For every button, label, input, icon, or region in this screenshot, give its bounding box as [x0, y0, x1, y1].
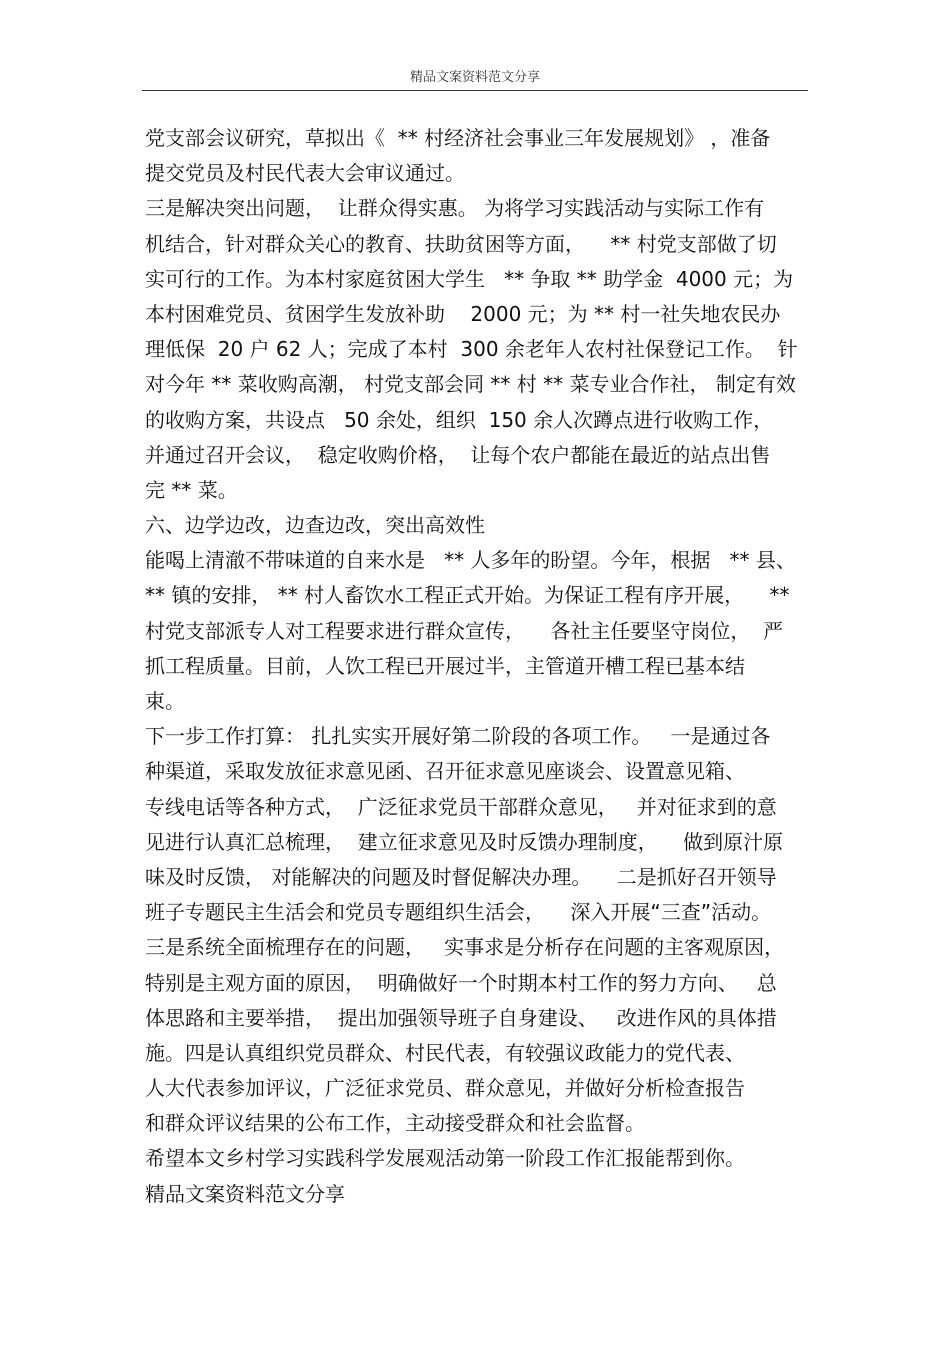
text-line: 和群众评议结果的公布工作，主动接受群众和社会监督。	[145, 1111, 645, 1136]
text-line: 希望本文乡村学习实践科学发展观活动第一阶段工作汇报能帮到你。	[145, 1146, 745, 1171]
text-line: 理低保 20 户 62 人；完成了本村 300 余老年人农村社保登记工作。 针	[145, 337, 798, 362]
text-line: 种渠道，采取发放征求意见函、召开征求意见座谈会、设置意见箱、	[145, 759, 745, 784]
text-line: 三是解决突出问题， 让群众得实惠。 为将学习实践活动与实际工作有	[145, 196, 765, 221]
text-line: 抓工程质量。目前，人饮工程已开展过半，主管道开槽工程已基本结	[145, 653, 745, 678]
text-line: 对今年 ** 菜收购高潮， 村党支部会同 ** 村 ** 菜专业合作社， 制定有效	[145, 372, 796, 397]
text-line: 体思路和主要举措， 提出加强领导班子自身建设、 改进作风的具体措	[145, 1005, 777, 1030]
header-divider	[142, 90, 808, 91]
footer-text: 精品文案资料范文分享	[145, 1181, 345, 1206]
text-line: 班子专题民主生活会和党员专题组织生活会， 深入开展“三查”活动。	[145, 900, 772, 925]
text-line: 提交党员及村民代表大会审议通过。	[145, 161, 465, 186]
text-line: 束。	[145, 689, 185, 713]
text-line: 能喝上清澈不带味道的自来水是 ** 人多年的盼望。今年，根据 ** 县、	[145, 548, 796, 573]
text-line: 三是系统全面梳理存在的问题， 实事求是分析存在问题的主客观原因，	[145, 935, 785, 960]
text-line: 村党支部派专人对工程要求进行群众宣传， 各社主任要坚守岗位， 严	[145, 618, 784, 643]
page-header: 精品文案资料范文分享	[409, 70, 540, 85]
text-line: 施。四是认真组织党员群众、村民代表，有较强议政能力的党代表、	[145, 1040, 745, 1065]
text-line: ** 镇的安排， ** 村人畜饮水工程正式开始。为保证工程有序开展， **	[145, 583, 790, 608]
text-line: 特别是主观方面的原因， 明确做好一个时期本村工作的努力方向、 总	[145, 970, 777, 995]
text-line: 实可行的工作。为本村家庭贫困大学生 ** 争取 ** 助学金 4000 元；为	[145, 266, 794, 291]
text-line: 见进行认真汇总梳理， 建立征求意见及时反馈办理制度， 做到原汁原	[145, 829, 784, 854]
text-line: 完 ** 菜。	[145, 477, 238, 502]
text-line: 味及时反馈， 对能解决的问题及时督促解决办理。 二是抓好召开领导	[145, 864, 777, 889]
text-line: 人大代表参加评议，广泛征求党员、群众意见，并做好分析检查报告	[145, 1076, 745, 1101]
text-line: 本村困难党员、贫困学生发放补助 2000 元；为 ** 村一社失地农民办	[145, 301, 781, 326]
text-line: 下一步工作打算： 扎扎实实开展好第二阶段的各项工作。 一是通过各	[145, 724, 771, 749]
text-line: 的收购方案，共设点 50 余处，组织 150 余人次蹲点进行收购工作，	[145, 407, 774, 432]
text-line: 专线电话等各种方式， 广泛征求党员干部群众意见， 并对征求到的意	[145, 794, 777, 819]
section-heading: 六、边学边改，边查边改，突出高效性	[145, 513, 485, 538]
text-line: 并通过召开会议， 稳定收购价格， 让每个农户都能在最近的站点出售	[145, 442, 771, 467]
text-line: 党支部会议研究，草拟出《 ** 村经济社会事业三年发展规划》 ，准备	[145, 126, 771, 150]
document-body	[145, 121, 815, 1212]
text-line: 机结合，针对群众关心的教育、扶助贫困等方面， ** 村党支部做了切	[145, 231, 777, 256]
